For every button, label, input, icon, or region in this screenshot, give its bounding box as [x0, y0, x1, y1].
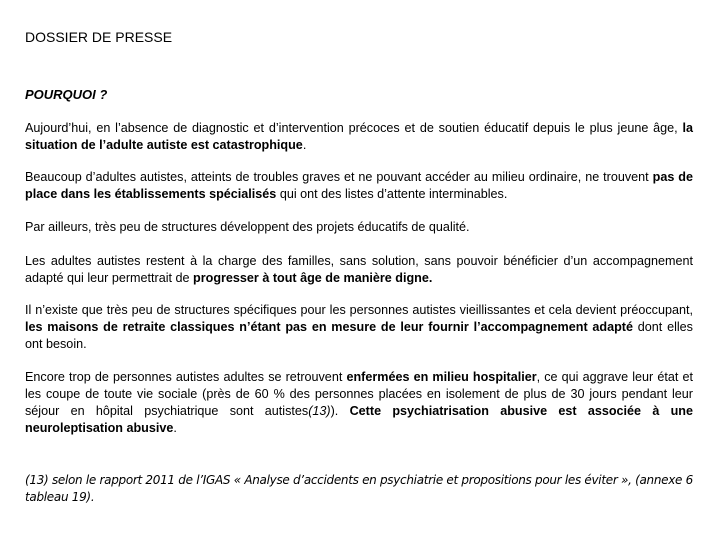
paragraph-5-text: Il n’existe que très peu de structures spécifiques pour les personnes autistes vieillissantes et cela devient préoccupant,: [25, 303, 693, 317]
paragraph-1-text: Aujourd’hui, en l’absence de diagnostic et d’intervention précoces et de soutien éducatif depuis le plus jeune âge,: [25, 121, 683, 135]
paragraph-6-text: Encore trop de personnes autistes adultes se retrouvent: [25, 370, 347, 384]
paragraph-6: [25, 369, 693, 437]
paragraph-4: [25, 253, 693, 287]
document-title: DOSSIER DE PRESSE: [25, 29, 173, 45]
paragraph-3: [25, 219, 693, 236]
paragraph-6-text-2: , ce qui aggrave leur état et les coupe de toute vie sociale (près de 60 % des personnes placées en isolement de plus de 30 jours pendant leur séjour en hôpital psychiatrique sont autistes: [25, 370, 693, 418]
paragraph-6-bold-1: enfermées en milieu hospitalier: [346, 370, 537, 384]
paragraph-6-text-3: ).: [330, 404, 350, 418]
paragraph-3-text: Par ailleurs, très peu de structures développent des projets éducatifs de qualité.: [25, 220, 470, 234]
paragraph-1-end: .: [302, 138, 307, 152]
footnote: (13) selon le rapport 2011 de l’IGAS « Analyse d’accidents en psychiatrie et propositions pour les éviter », (annexe 6 tableau 19).: [25, 473, 693, 504]
paragraph-6-bold-2: Cette psychiatrisation abusive est associée à une neuroleptisation abusive: [25, 404, 693, 435]
paragraph-4-text: Les adultes autistes restent à la charge des familles, sans solution, sans pouvoir bénéficier d’un accompagnement adapté qui leur permettrait de: [25, 254, 693, 285]
paragraph-2: [25, 169, 693, 203]
paragraph-2-bold: pas de place dans les établissements spécialisés: [25, 170, 693, 201]
paragraph-5: [25, 302, 693, 353]
paragraph-5-bold: les maisons de retraite classiques n’étant pas en mesure de leur fournir l’accompagnement adapté: [25, 320, 634, 334]
paragraph-4-bold: progresser à tout âge de manière digne.: [193, 271, 433, 285]
paragraph-5-end: dont elles ont besoin.: [25, 320, 693, 351]
paragraph-2-text: Beaucoup d’adultes autistes, atteints de troubles graves et ne pouvant accéder au milieu ordinaire, ne trouvent: [25, 170, 653, 184]
paragraph-6-end: .: [173, 421, 177, 435]
paragraph-2-end: qui ont des listes d’attente interminables.: [276, 187, 508, 201]
paragraph-1-bold: la situation de l’adulte autiste est catastrophique: [25, 121, 693, 152]
section-heading: POURQUOI ?: [25, 87, 108, 102]
paragraph-1: [25, 120, 693, 154]
footnote-reference: (13): [308, 404, 331, 418]
